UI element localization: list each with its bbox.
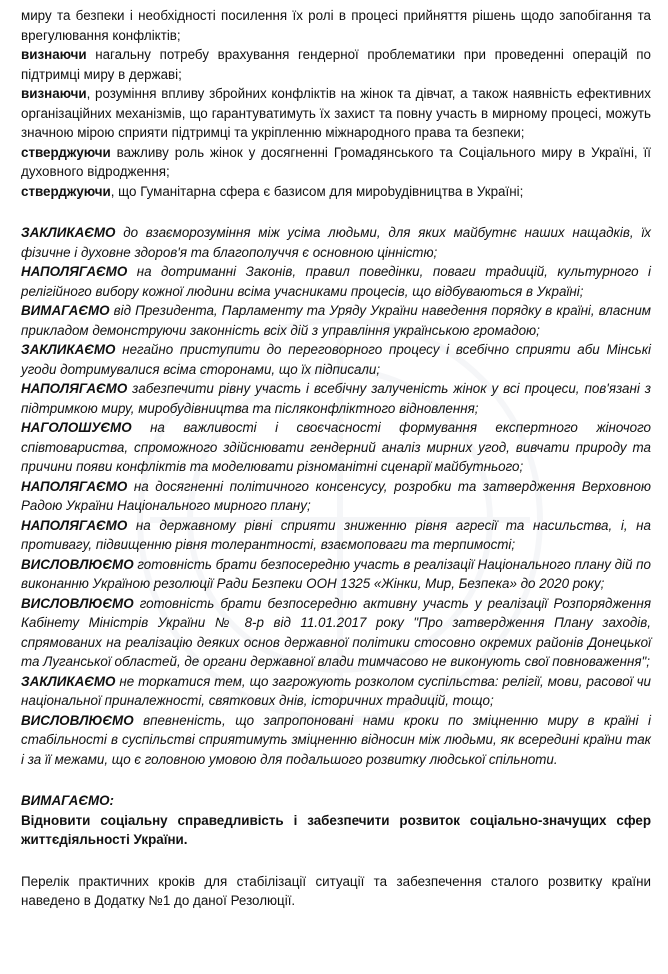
- paragraph-text: , розуміння впливу збройних конфліктів на жінок та дівчат, а також наявність ефективних організаційних механізмів, що гарантуватимуть їх захист та повну участь в мирному процесі, можуть значною мірою сприяти підтримці та укріпленню міжнародного права та безпеки;: [21, 86, 651, 140]
- demand-item: [21, 301, 651, 340]
- paragraph-text: нагальну потребу врахування гендерної проблематики при проведенні операцій по підтримці миру в державі;: [21, 47, 651, 82]
- demand-text: до взаєморозуміння між усіма людьми, для яких майбутнє наших нащадків, їх фізичне і духовне здоров'я та благополуччя є основною цінністю;: [21, 225, 651, 260]
- intro-paragraph-5: [21, 182, 651, 202]
- demand-text: не торкатися тем, що загрожують розколом суспільства: релігії, мови, расової чи національної приналежності, святкових днів, історичних традицій, тощо;: [21, 673, 651, 708]
- demand-item: [21, 477, 651, 516]
- demand-item: [21, 262, 651, 301]
- demand-text: забезпечити рівну участь і всебічну залученість жінок у всі процеси, пов'язані з підтримкою миру, миробудівництва та післяконфліктного відновлення;: [21, 381, 651, 416]
- paragraph-text: миру та безпеки і необхідності посилення їх ролі в процесі прийняття рішень щодо запобігання та врегулювання конфліктів;: [21, 8, 651, 43]
- demand-item: [21, 223, 651, 262]
- paragraph-lead: стверджуючи: [21, 144, 111, 160]
- demand-text: готовність брати безпосередню активну участь у реалізації Розпорядження Кабінету Міністрів України № 8-р від 11.01.2017 року "Про затвердження Плану заходів, спрямованих на реалізацію деяких основ державної політики стосовно окремих районів Донецької та Луганської областей, де органи державної влади тимчасово не виконують свої повноваження";: [21, 595, 651, 669]
- demand-item: [21, 379, 651, 418]
- section-spacer: [21, 850, 651, 872]
- demand-item: [21, 418, 651, 477]
- demand-item: [21, 340, 651, 379]
- demand-keyword: НАПОЛЯГАЄМО: [21, 264, 128, 279]
- demand-text: на державному рівні сприяти зниженню рівня агресії та насильства, і, на противагу, підвищенню рівня толерантності, взаємоповаги та терпимості;: [21, 517, 651, 552]
- demand-text: на досягненні політичного консенсусу, розробки та затвердження Верховною Радою України Національного мирного плану;: [21, 478, 651, 513]
- demand-text: від Президента, Парламенту та Уряду України наведення порядку в країні, власним прикладом демонструючи законність всіх дій з управління українською громадою;: [21, 303, 651, 338]
- paragraph-lead: стверджуючи: [21, 183, 111, 199]
- section-spacer: [21, 201, 651, 223]
- intro-paragraph-3: [21, 84, 651, 143]
- demand-keyword: НАПОЛЯГАЄМО: [21, 517, 128, 533]
- final-demand-keyword: ВИМАГАЄМО:: [21, 793, 114, 808]
- final-demand-text: [21, 811, 651, 850]
- demand-keyword: НАПОЛЯГАЄМО: [21, 478, 128, 494]
- paragraph-lead: визнаючи: [21, 86, 87, 101]
- demand-keyword: ЗАКЛИКАЄМО: [21, 342, 116, 357]
- resolution-text: [21, 6, 651, 911]
- demand-keyword: НАГОЛОШУЄМО: [21, 420, 132, 435]
- demand-text: негайно приступити до переговорного процесу і всебічно сприяти аби Мінські угоди дотримувалися всіма сторонами, що їх підписали;: [21, 342, 651, 377]
- demand-keyword: ВИМАГАЄМО: [21, 303, 110, 318]
- paragraph-text: важливу роль жінок у досягненні Громадянського та Соціального миру в Україні, її духовного відродження;: [21, 144, 651, 179]
- demand-text: на важливості і своєчасності формування експертного жіночого співтовариства, спроможного здійснювати гендерний аналіз мирних угод, вивчати природу та причини появи конфліктів та моделювати різноманітні сценарії майбутнього;: [21, 420, 651, 474]
- demand-keyword: ВИСЛОВЛЮЄМО: [21, 595, 134, 611]
- demand-text: впевненість, що запропоновані нами кроки по зміцненню миру в країні і стабільності в суспільстві сприятимуть зміцненню відносин між людьми, як всередині країни так і за її межами, що є головною умовою для подальшого розвитку людської спільноти.: [21, 712, 651, 767]
- demand-item: [21, 555, 651, 594]
- demand-keyword: НАПОЛЯГАЄМО: [21, 381, 128, 396]
- demand-item: [21, 672, 651, 711]
- demand-text: на дотриманні Законів, правил поведінки, поваги традицій, культурного і релігійного вибору кожної людини всіма учасниками процесів, що відбуваються в Україні;: [21, 264, 651, 299]
- demand-keyword: ВИСЛОВЛЮЄМО: [21, 556, 134, 572]
- demands-list: [21, 223, 651, 769]
- intro-paragraph-4: [21, 143, 651, 182]
- demand-item: [21, 711, 651, 770]
- paragraph-text: , що Гуманітарна сфера є базисом для мирobудівництва в Україні;: [110, 183, 524, 199]
- section-spacer: [21, 769, 651, 791]
- footer-note: Перелік практичних кроків для стабілізації ситуації та забезпечення сталого розвитку країни наведено в Додатку №1 до даної Резолюції.: [21, 873, 651, 908]
- demand-item: [21, 516, 651, 555]
- paragraph-lead: визнаючи: [21, 47, 87, 62]
- demand-item: [21, 594, 651, 672]
- demand-keyword: ВИСЛОВЛЮЄМО: [21, 712, 134, 728]
- intro-paragraph-2: [21, 45, 651, 84]
- demand-text: готовність брати безпосередню участь в реалізації Національного плану дій по виконанню Україною резолюції Ради Безпеки ООН 1325 «Жінки, Мир, Безпека» до 2020 року;: [21, 556, 651, 591]
- final-demand-body: Відновити соціальну справедливість і забезпечити розвиток соціально-значущих сфер життєдіяльності України.: [21, 812, 651, 847]
- intro-paragraph-1: [21, 6, 651, 45]
- demand-keyword: ЗАКЛИКАЄМО: [21, 225, 116, 240]
- demand-keyword: ЗАКЛИКАЄМО: [21, 673, 116, 689]
- final-demand-heading: [21, 791, 651, 811]
